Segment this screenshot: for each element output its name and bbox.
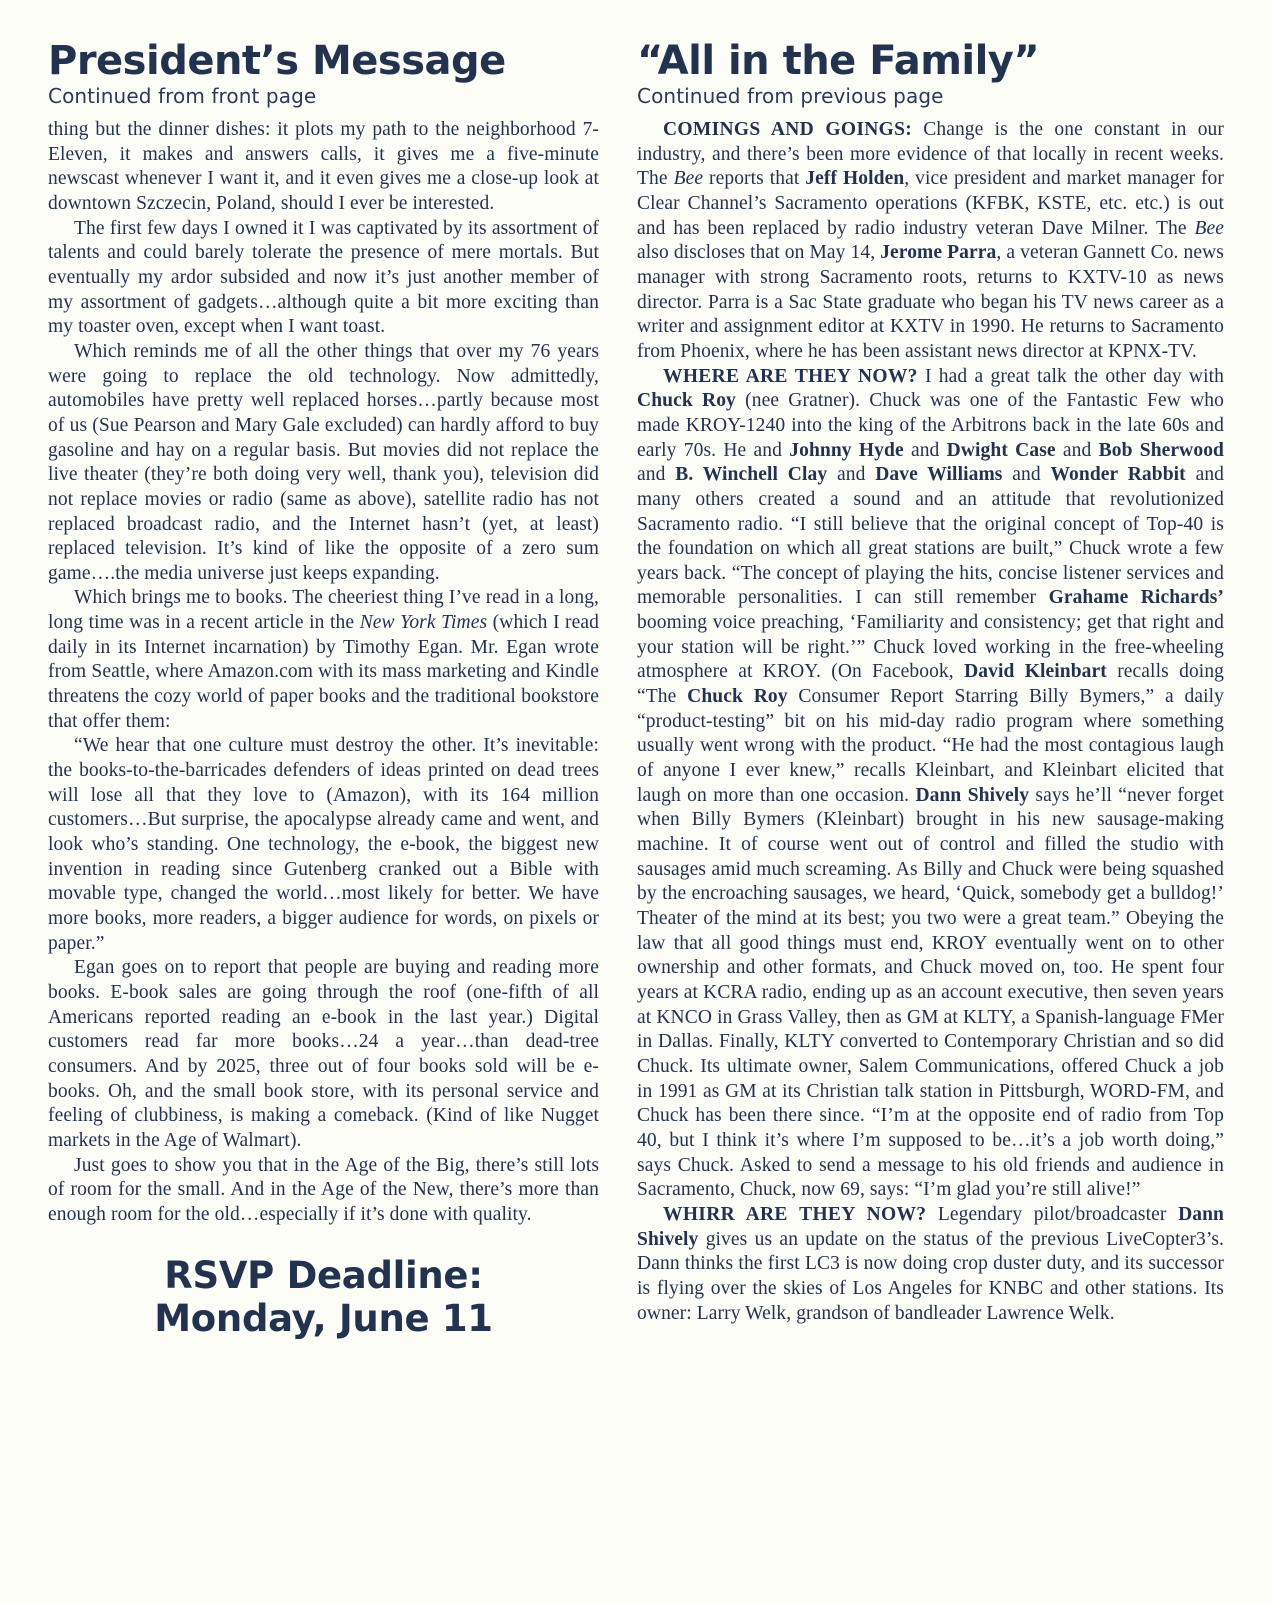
paragraph: “We hear that one culture must destroy the other. It’s inevitable: the books-to-the-barricades defenders of ideas printed on dead trees will lose all that they love to (Amazon), with its 164 million customers…But surprise, the apocalypse already came and went, and look who’s standing. One technology, the e-book, the biggest new invention in reading since Gutenberg cranked out a Bible with movable type, changed the world…most likely for better. We have more books, more readers, a bigger audience for words, on pixels or paper.” bbox=[48, 735, 600, 954]
section-whirr-are-they-now bbox=[637, 1203, 1224, 1326]
paragraph: thing but the dinner dishes: it plots my path to the neighborhood 7-Eleven, it makes and answers calls, it gives me a five-minute newscast whenever I want it, and it even gives me a close-up look at downtown Szczecin, Poland, should I ever be interested. bbox=[48, 119, 600, 214]
paragraph: Which brings me to books. The cheeriest thing I’ve read in a long, long time was in a recent article in the New York Times (which I read daily in its Internet incarnation) by Timothy Egan. Mr. Egan wrote from Seattle, where Amazon.com with its mass marketing and Kindle threatens the cozy world of paper books and the traditional bookstore that offer them: bbox=[48, 587, 600, 732]
paragraph: Which reminds me of all the other things that over my 76 years were going to replace the old technology. Now admittedly, automobiles have pretty well replaced horses…partly because most of us (Sue Pearson and Mary Gale excluded) can hardly afford to buy gasoline and hay on a regular basis. But movies did not replace the live theater (they’re both doing very well, thank you), television did not replace movies or radio (same as above), satellite radio has not replaced broadcast radio, and the Internet hasn’t (yet, at least) replaced television. It’s kind of like the opposite of a zero sum game….the media universe just keeps expanding. bbox=[48, 340, 600, 584]
paragraph: The first few days I owned it I was captivated by its assortment of talents and could barely tolerate the presence of mere mortals. But eventually my ardor subsided and now it’s just another member of my assortment of gadgets…although quite a bit more exciting than my toaster oven, except when I want toast. bbox=[48, 217, 600, 338]
two-column-layout bbox=[48, 40, 1224, 1584]
paragraph: Egan goes on to report that people are buying and reading more books. E-book sales are going through the roof (one-fifth of all Americans reported reading an e-book in the last year.) Digital customers read far more books…24 a year…than dead-tree consumers. And by 2025, three out of four books sold will be e-books. Oh, and the small book store, with its personal service and feeling of clubbiness, is making a comeback. (Kind of like Nugget markets in the Age of Walmart). bbox=[48, 957, 600, 1151]
page-title-all-in-the-family: “All in the Family” bbox=[637, 38, 1040, 84]
rsvp-deadline-block bbox=[48, 1254, 599, 1341]
section-where-are-they-now bbox=[637, 365, 1224, 1203]
paragraph: Just goes to show you that in the Age of the Big, there’s still lots of room for the small. And in the Age of the New, there’s more than enough room for the old…especially if it’s done with quality. bbox=[48, 1154, 600, 1225]
continued-from-front-page-label: Continued from front page bbox=[48, 84, 317, 108]
page-title-presidents-message: President’s Message bbox=[48, 38, 506, 84]
section-label: COMINGS AND GOINGS: bbox=[663, 119, 913, 140]
section-body: Change is the one constant in our industry, and there’s been more evidence of that locally in recent weeks. The Bee reports that Jeff Holden, vice president and market manager for Clear Channel’s Sacramento operations (KFBK, KSTE, etc. etc.) is out and has been replaced by radio industry veteran Dave Milner. The Bee also discloses that on May 14, Jerome Parra, a veteran Gannett Co. news manager with strong Sacramento roots, returns to KXTV-10 as news director. Parra is a Sac State graduate who began his TV news career as a writer and assignment editor at KXTV in 1990. He returns to Sacramento from Phoenix, where he has been assistant news director at KPNX-TV. bbox=[637, 119, 1224, 362]
left-column bbox=[48, 40, 599, 1584]
section-body: I had a great talk the other day with Chuck Roy (nee Gratner). Chuck was one of the Fantastic Few who made KROY-1240 into the king of the Arbitrons back in the late 60s and early 70s. He and Johnny Hyde and Dwight Case and Bob Sherwood and B. Winchell Clay and Dave Williams and Wonder Rabbit and many others created a sound and an attitude that revolutionized Sacramento radio. “I still believe that the original concept of Top-40 is the foundation on which all great stations are built,” Chuck wrote a few years back. “The concept of playing the hits, concise listener services and memorable personalities. I can still remember Grahame Richards’ booming voice preaching, ‘Familiarity and consistency; get that right and your station will be right.’” Chuck loved working in the free-wheeling atmosphere at KROY. (On Facebook, David Kleinbart recalls doing “The Chuck Roy Consumer Report Starring Billy Bymers,” a daily “product-testing” bit on his mid-day radio program where something usually went wrong with the product. “He had the most contagious laugh of anyone I ever knew,” recalls Kleinbart, and Kleinbart elicited that laugh on more than one occasion. Dann Shively says he’ll “never forget when Billy Bymers (Kleinbart) brought in his new sausage-making machine. It of course went out of control and filled the studio with sausages amid much screaming. As Billy and Chuck were being squashed by the encroaching sausages, we heard, ‘Quick, somebody get a bulldog!’ Theater of the mind at its best; you two were a great team.” Obeying the law that all good things must end, KROY eventually went on to other ownership and other formats, and Chuck moved on, too. He spent four years at KCRA radio, ending up as an account executive, then seven years at KNCO in Grass Valley, then as GM at KLTY, a Spanish-language FMer in Dallas. Finally, KLTY converted to Contemporary Christian and so did Chuck. Its ultimate owner, Salem Communications, offered Chuck a job in 1991 as GM at its Christian talk station in Pittsburgh, WORD-FM, and Chuck has been there since. “I’m at the opposite end of radio from Top 40, but I think it’s where I’m supposed to be…it’s a job worth doing,” says Chuck. Asked to send a message to his old friends and audience in Sacramento, Chuck, now 69, says: “I’m glad you’re still alive!” bbox=[637, 365, 1225, 1201]
rsvp-deadline-line2: Monday, June 11 bbox=[154, 1297, 493, 1341]
section-body: Legendary pilot/broadcaster Dann Shively gives us an update on the status of the previous LiveCopter3’s. Dann thinks the first LC3 is now doing crop duster duty, and its successor is flying over the skies of Los Angeles for KNBC and other stations. Its owner: Larry Welk, grandson of bandleader Lawrence Welk. bbox=[637, 1203, 1224, 1324]
section-label: WHIRR ARE THEY NOW? bbox=[663, 1203, 927, 1225]
section-comings-and-goings bbox=[637, 118, 1224, 365]
continued-from-previous-page-label: Continued from previous page bbox=[637, 84, 944, 108]
section-label: WHERE ARE THEY NOW? bbox=[663, 365, 918, 387]
right-column bbox=[637, 40, 1224, 1584]
rsvp-deadline-line1: RSVP Deadline: bbox=[164, 1253, 483, 1297]
